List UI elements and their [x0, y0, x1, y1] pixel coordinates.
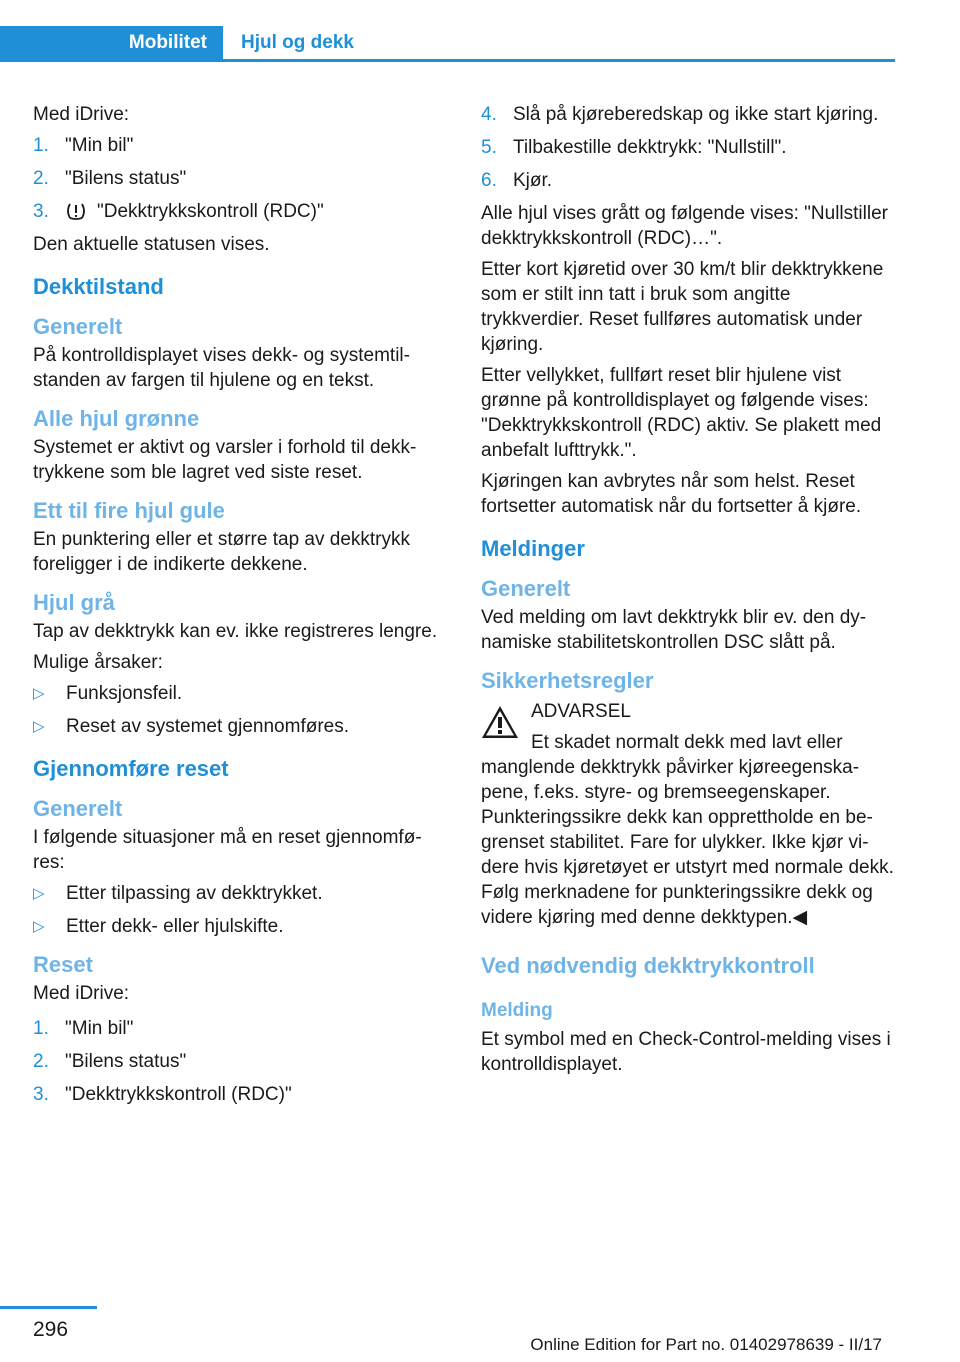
tire-pressure-icon	[65, 202, 87, 220]
list-item	[33, 1082, 443, 1107]
step-number: 2.	[33, 1051, 49, 1072]
situations-list	[33, 881, 443, 939]
paragraph: Alle hjul vises grått og følgende vises: "Nullstiller dekktrykkskontroll (RDC)…".	[481, 203, 888, 249]
list-item	[481, 168, 897, 193]
page-number: 296	[33, 1318, 69, 1341]
step-number: 2.	[33, 168, 49, 189]
step-number: 5.	[481, 137, 497, 158]
warning-triangle-icon	[481, 705, 519, 739]
paragraph: I følgende situasjoner må en reset gjennomføres:	[33, 827, 422, 873]
paragraph: Kjøringen kan avbrytes når som helst. Reset fortsetter automatisk når du fortsetter å kjøre.	[481, 471, 862, 517]
page-header	[0, 26, 895, 62]
step-text: "Bilens status"	[65, 1051, 187, 1072]
heading-melding: Melding	[481, 1000, 553, 1021]
step-text: Tilbakestille dekktrykk: "Nullstill".	[513, 137, 787, 158]
heading-hjul-gra: Hjul grå	[33, 590, 115, 615]
edition-text: Online Edition for Part no. 01402978639 - II/17	[530, 1335, 882, 1354]
paragraph: Etter kort kjøretid over 30 km/t blir dekktrykkene som er stilt inn tatt i bruk som angitte trykkverdier. Reset fullføres automatisk under kjøring.	[481, 259, 884, 355]
section-tab	[223, 26, 895, 62]
paragraph: Tap av dekktrykk kan ev. ikke registreres lengre.	[33, 621, 438, 642]
paragraph: På kontrolldisplayet vises dekk- og systemtilstanden av fargen til hjulene og en tekst.	[33, 345, 410, 391]
causes-list	[33, 681, 443, 739]
status-text: Den aktuelle statusen vises.	[33, 234, 270, 255]
heading-gjennomfore-reset: Gjennomføre reset	[33, 756, 229, 781]
list-item	[33, 133, 443, 158]
heading-meldinger: Meldinger	[481, 536, 585, 561]
heading-nodvendig-kontroll: Ved nødvendig dekktrykkontroll	[481, 953, 815, 978]
paragraph: En punktering eller et større tap av dekktrykk foreligger i de indikerte dekkene.	[33, 529, 410, 575]
reset-steps-list	[33, 1016, 443, 1107]
heading-reset: Reset	[33, 952, 93, 977]
paragraph: Systemet er aktivt og varsler i forhold til dekktrykkene som ble lagret ved siste reset.	[33, 437, 417, 483]
list-item	[33, 714, 443, 739]
step-text: "Bilens status"	[65, 168, 187, 189]
heading-sikkerhetsregler: Sikkerhetsregler	[481, 668, 654, 693]
list-item	[33, 681, 443, 706]
paragraph: Et symbol med en Check-Control-melding vises i kontrolldisplayet.	[481, 1029, 891, 1075]
idrive-intro: Med iDrive:	[33, 104, 130, 125]
list-item-text: Etter dekk- eller hjulskifte.	[66, 916, 284, 937]
step-text: Kjør.	[513, 170, 553, 191]
step-number: 3.	[33, 201, 49, 222]
footer-rule	[0, 1306, 97, 1309]
heading-dekktilstand: Dekktilstand	[33, 274, 164, 299]
paragraph: Med iDrive:	[33, 983, 130, 1004]
reset-steps-continued	[481, 102, 897, 193]
heading-generelt: Generelt	[33, 314, 123, 339]
chapter-tab	[0, 26, 223, 62]
heading-generelt: Generelt	[481, 576, 571, 601]
list-item	[33, 881, 443, 906]
triangle-bullet-icon: ▷	[33, 718, 45, 735]
list-item	[33, 166, 443, 191]
list-item-text: Reset av systemet gjennomføres.	[66, 716, 349, 737]
heading-alle-hjul-gronne: Alle hjul grønne	[33, 406, 200, 431]
list-item	[33, 914, 443, 939]
warning-box	[481, 699, 897, 930]
step-number: 4.	[481, 104, 497, 125]
step-text: "Dekktrykkskontroll (RDC)"	[97, 201, 324, 222]
triangle-bullet-icon: ▷	[33, 918, 45, 935]
chapter-label: Mobilitet	[128, 32, 207, 53]
triangle-bullet-icon: ▷	[33, 685, 45, 702]
idrive-steps-list	[33, 133, 443, 224]
warning-content	[481, 699, 897, 930]
paragraph: Mulige årsaker:	[33, 652, 163, 673]
right-column	[481, 102, 897, 1083]
section-label: Hjul og dekk	[241, 32, 354, 53]
heading-hjul-gule: Ett til fire hjul gule	[33, 498, 225, 523]
paragraph: Ved melding om lavt dekktrykk blir ev. den dynamiske stabilitetskontrollen DSC slått på.	[481, 607, 867, 653]
triangle-bullet-icon: ▷	[33, 885, 45, 902]
step-text: "Min bil"	[65, 135, 134, 156]
warning-title: ADVARSEL	[531, 701, 631, 722]
warning-text: Et skadet normalt dekk med lavt eller manglende dekktrykk påvirker kjøreegenskapene, f.eks. styre- og bremseegenskaper. Punkteringssikre dekk kan opprettholde en begrenset stabilitet. Fare for ulykker. Ikke kjør videre hvis kjøretøyet er utstyrt med normale dekk. Følg merknadene for punkteringssikre dekk og videre kjøring med denne dekktypen.◀	[481, 732, 894, 928]
step-text: Slå på kjøreberedskap og ikke start kjøring.	[513, 104, 879, 125]
step-number: 6.	[481, 170, 497, 191]
list-item-text: Etter tilpassing av dekktrykket.	[66, 883, 323, 904]
list-item	[33, 1049, 443, 1074]
list-item	[33, 1016, 443, 1041]
left-column	[33, 102, 443, 1115]
step-number: 1.	[33, 135, 49, 156]
list-item	[33, 199, 443, 224]
step-text: "Dekktrykkskontroll (RDC)"	[65, 1084, 292, 1105]
paragraph: Etter vellykket, fullført reset blir hjulene vist grønne på kontrolldisplayet og følgende vises: "Dekktrykkskontroll (RDC) aktiv. Se plakett med anbefalt lufttrykk.".	[481, 365, 882, 461]
step-number: 1.	[33, 1018, 49, 1039]
list-item	[481, 135, 897, 160]
heading-generelt: Generelt	[33, 796, 123, 821]
warning-text-lead	[481, 730, 897, 930]
step-number: 3.	[33, 1084, 49, 1105]
step-text: "Min bil"	[65, 1018, 134, 1039]
list-item	[481, 102, 897, 127]
list-item-text: Funksjonsfeil.	[66, 683, 183, 704]
